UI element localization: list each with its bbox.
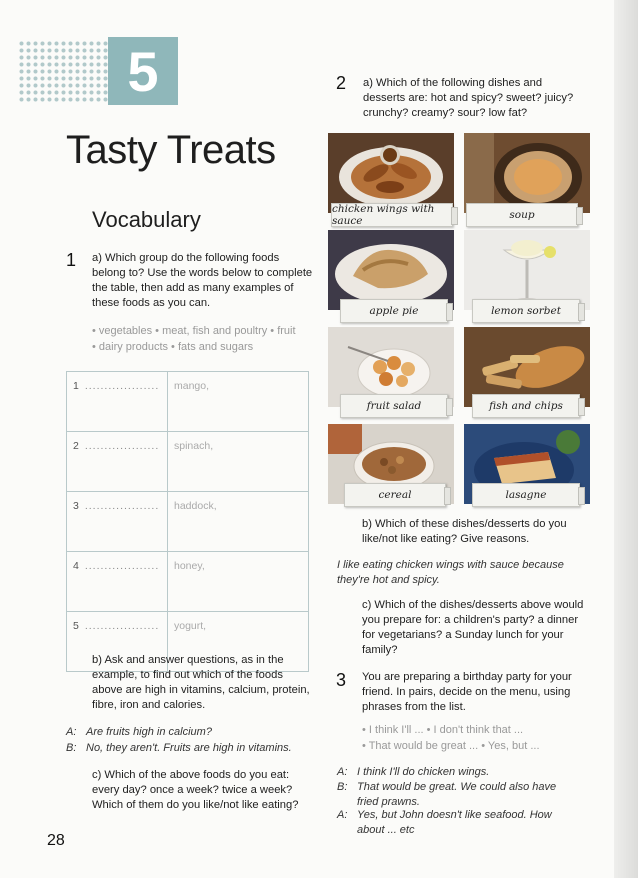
exercise-1c-text: c) Which of the above foods do you eat: every day? once a week? twice a week? Which of them do you like/not like eating? [92,769,299,811]
page-number: 28 [47,832,65,849]
unit-number: 5 [127,39,159,103]
soup-photo [464,133,590,213]
table-cell-group[interactable]: 2 ................... [67,432,168,492]
photo-caption: fruit salad [340,394,448,418]
exercise-2-number: 2 [336,73,347,93]
photo-caption: apple pie [340,299,448,323]
food-groups-line2: • dairy products • fats and sugars [92,341,254,353]
table-cell-example[interactable]: honey, [168,552,309,612]
section-heading: Vocabulary [92,207,201,232]
photo-caption: chicken wings with sauce [331,203,453,227]
table-row [67,492,309,552]
lemon-sorbet-photo [464,230,590,310]
dot-grid-decoration [18,40,110,102]
table-cell-example[interactable]: yogurt, [168,612,309,672]
table-cell-example[interactable]: mango, [168,372,309,432]
example-line-a: A: Are fruits high in calcium? [66,726,212,738]
photo-caption: soup [466,203,578,227]
photo-caption: cereal [344,483,446,507]
phrases-line2: • That would be great ... • Yes, but ... [362,740,540,752]
table-row [67,552,309,612]
table-row [67,372,309,432]
table-cell-group[interactable]: 1 ................... [67,372,168,432]
table-cell-example[interactable]: spinach, [168,432,309,492]
exercise-3-number: 3 [336,670,347,690]
exercise-2b-example: I like eating chicken wings with sauce because they're hot and spicy. [337,559,564,586]
exercise-1b-text: b) Ask and answer questions, as in the example, to find out which of the foods above are high in vitamins, calcium, protein, fibre, iron and calories. [92,654,310,711]
photo-caption: lemon sorbet [472,299,580,323]
exercise-2b-text: b) Which of these dishes/desserts do you like/not like eating? Give reasons. [362,518,567,545]
unit-number-badge [108,37,178,105]
page-edge [614,0,638,878]
exercise-1-number: 1 [66,250,77,270]
exercise-1a-text: a) Which group do the following foods belong to? Use the words below to complete the table, then add as many examples of these foods as you can. [92,252,313,309]
exercise-2c-text: c) Which of the dishes/desserts above would you prepare for: a children's party? a dinner for vegetarians? a Sunday lunch for your family? [362,599,584,656]
table-cell-group[interactable]: 5 ................... [67,612,168,672]
photo-caption: fish and chips [472,394,580,418]
table-cell-group[interactable]: 4 ................... [67,552,168,612]
photo-caption: lasagne [472,483,580,507]
table-cell-example[interactable]: haddock, [168,492,309,552]
food-groups-line1: • vegetables • meat, fish and poultry • fruit [92,325,296,337]
food-groups-table [66,371,309,672]
example-line-b: B: No, they aren't. Fruits are high in vitamins. [66,742,292,754]
exercise-2a-text: a) Which of the following dishes and desserts are: hot and spicy? sweet? juicy? crunchy? creamy? sour? low fat? [363,77,574,119]
apple-pie-photo [328,230,454,310]
chicken-wings-photo [328,133,454,213]
table-row [67,432,309,492]
unit-title: Tasty Treats [66,128,276,172]
dialogue-line-a1: A: I think I'll do chicken wings. [337,766,490,778]
dialogue-line-a2: A: Yes, but John doesn't like seafood. How about ... etc [337,809,552,836]
table-cell-group[interactable]: 3 ................... [67,492,168,552]
dialogue-line-b: B: That would be great. We could also have fried prawns. [337,781,557,808]
phrases-line1: • I think I'll ... • I don't think that ... [362,724,524,736]
exercise-3-text: You are preparing a birthday party for your friend. In pairs, decide on the menu, using phrases from the list. [362,671,572,713]
